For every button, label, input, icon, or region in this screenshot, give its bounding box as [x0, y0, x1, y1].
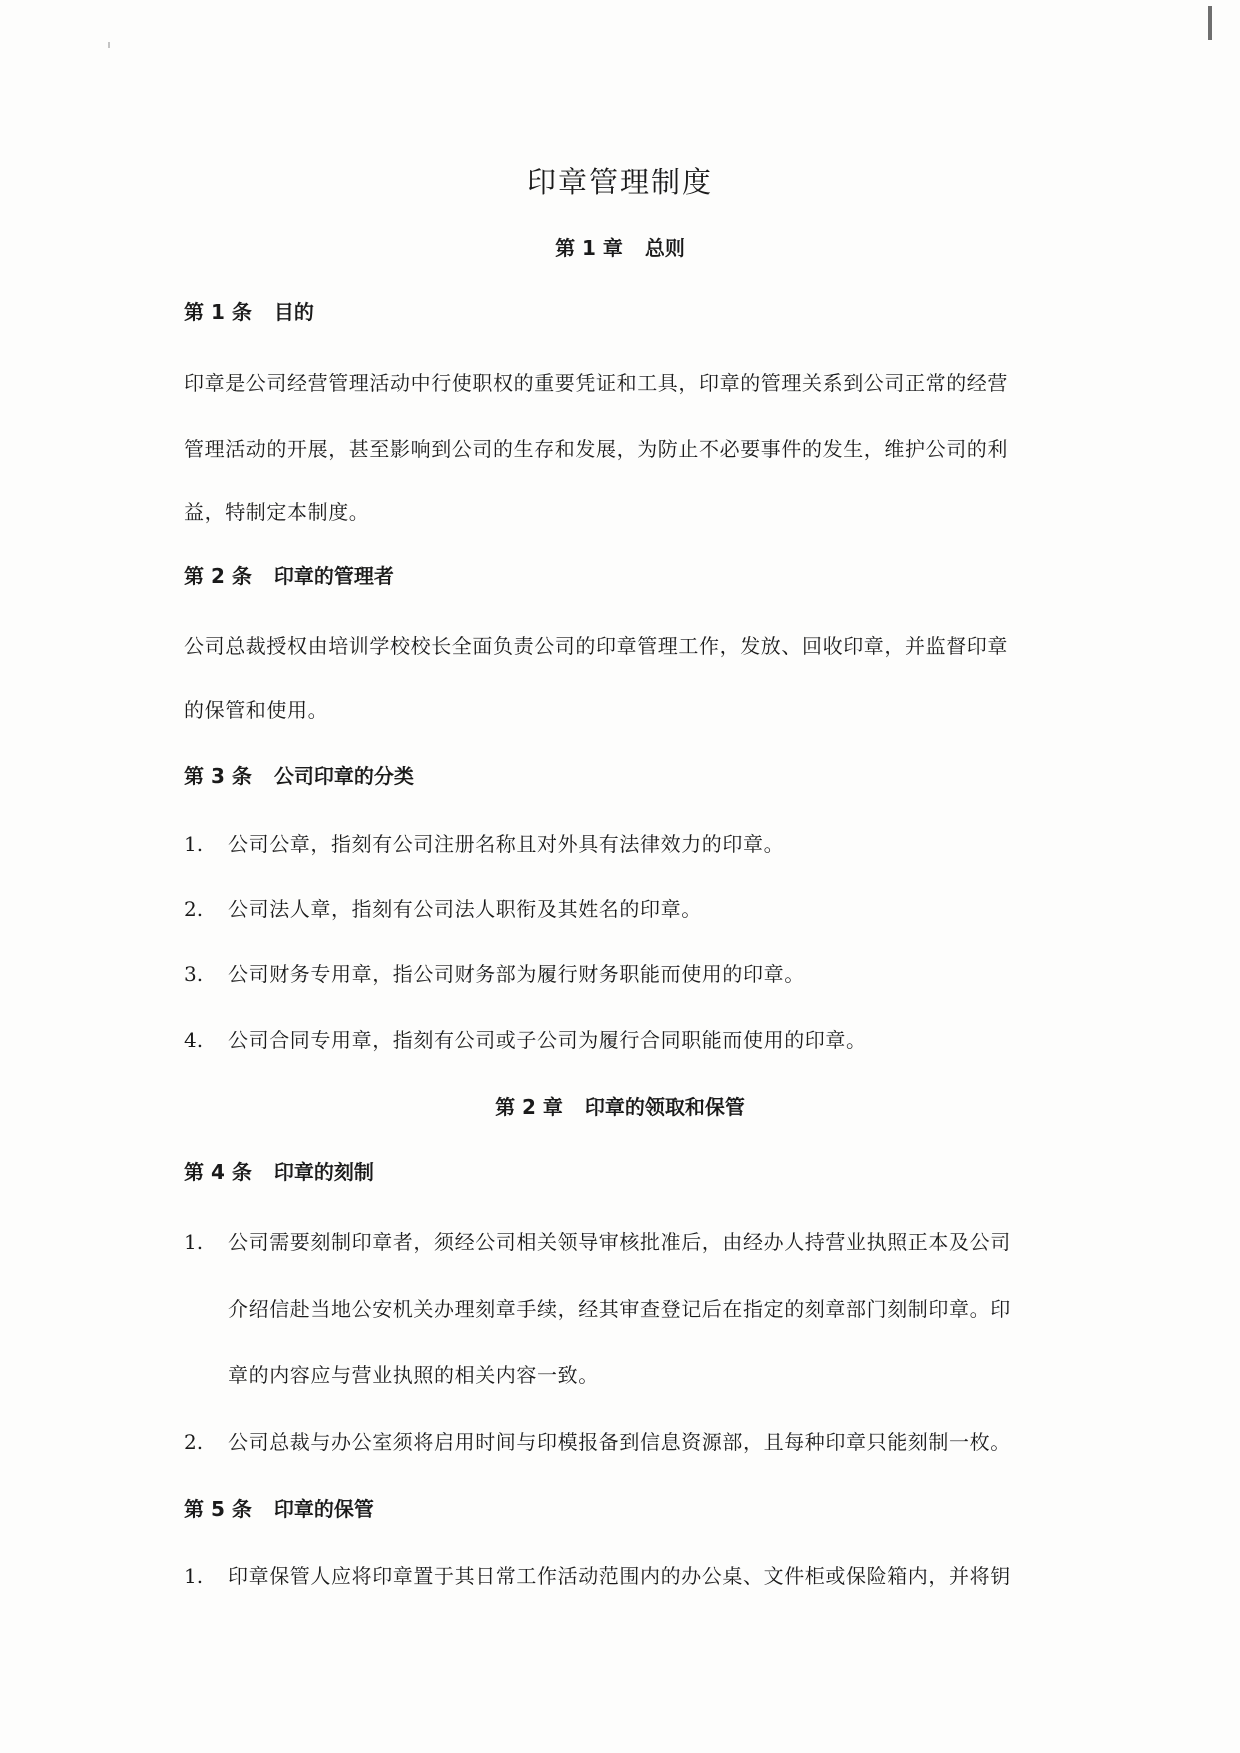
chapter-name: 总则: [644, 236, 685, 260]
document-title: 印章管理制度: [526, 165, 713, 199]
article-number: 第 3 条: [184, 764, 252, 788]
chapter-number: 第 2 章: [495, 1095, 563, 1119]
article-number: 第 5 条: [184, 1497, 252, 1521]
paragraph-line: 管理活动的开展，甚至影响到公司的生存和发展，为防止不必要事件的发生，维护公司的利: [184, 437, 1008, 461]
article-name: 印章的管理者: [273, 564, 394, 588]
list-item-number: 2.: [184, 1430, 204, 1454]
article-heading: [184, 300, 314, 324]
chapter-name: 印章的领取和保管: [584, 1095, 745, 1119]
list-item-line: 公司需要刻制印章者，须经公司相关领导审核批准后，由经办人持营业执照正本及公司: [228, 1230, 1011, 1254]
paragraph-line: 印章是公司经营管理活动中行使职权的重要凭证和工具，印章的管理关系到公司正常的经营: [184, 371, 1008, 395]
scan-speck: [108, 42, 110, 48]
article-name: 印章的保管: [273, 1497, 374, 1521]
list-item-line: 印章保管人应将印章置于其日常工作活动范围内的办公桌、文件柜或保险箱内，并将钥: [228, 1564, 1011, 1588]
article-number: 第 4 条: [184, 1160, 252, 1184]
list-item: 公司公章，指刻有公司注册名称且对外具有法律效力的印章。: [228, 832, 785, 856]
article-name: 印章的刻制: [273, 1160, 374, 1184]
chapter-number: 第 1 章: [555, 236, 623, 260]
paragraph-line: 公司总裁授权由培训学校校长全面负责公司的印章管理工作，发放、回收印章，并监督印章: [184, 634, 1008, 658]
article-name: 公司印章的分类: [273, 764, 414, 788]
list-item-line: 章的内容应与营业执照的相关内容一致。: [228, 1363, 599, 1387]
list-item: 公司合同专用章，指刻有公司或子公司为履行合同职能而使用的印章。: [228, 1028, 867, 1052]
list-item: 公司总裁与办公室须将启用时间与印模报备到信息资源部，且每种印章只能刻制一枚。: [228, 1430, 1011, 1454]
paragraph-line: 益，特制定本制度。: [184, 500, 370, 524]
list-item-number: 1.: [184, 1230, 204, 1254]
chapter-heading: [0, 236, 1240, 260]
list-item-number: 3.: [184, 962, 204, 986]
list-item-number: 1.: [184, 1564, 204, 1588]
chapter-heading: [0, 1095, 1240, 1119]
list-item-number: 2.: [184, 897, 204, 921]
article-heading: [184, 1160, 374, 1184]
list-item-number: 4.: [184, 1028, 204, 1052]
list-item-number: 1.: [184, 832, 204, 856]
article-number: 第 2 条: [184, 564, 252, 588]
list-item: 公司财务专用章，指公司财务部为履行财务职能而使用的印章。: [228, 962, 805, 986]
article-heading: [184, 1497, 374, 1521]
paragraph-line: 的保管和使用。: [184, 698, 329, 722]
list-item: 公司法人章，指刻有公司法人职衔及其姓名的印章。: [228, 897, 702, 921]
list-item-line: 介绍信赴当地公安机关办理刻章手续，经其审查登记后在指定的刻章部门刻制印章。印: [228, 1297, 1011, 1321]
article-heading: [184, 564, 394, 588]
article-heading: [184, 764, 414, 788]
scan-speck: [1208, 6, 1212, 40]
article-name: 目的: [273, 300, 314, 324]
article-number: 第 1 条: [184, 300, 252, 324]
